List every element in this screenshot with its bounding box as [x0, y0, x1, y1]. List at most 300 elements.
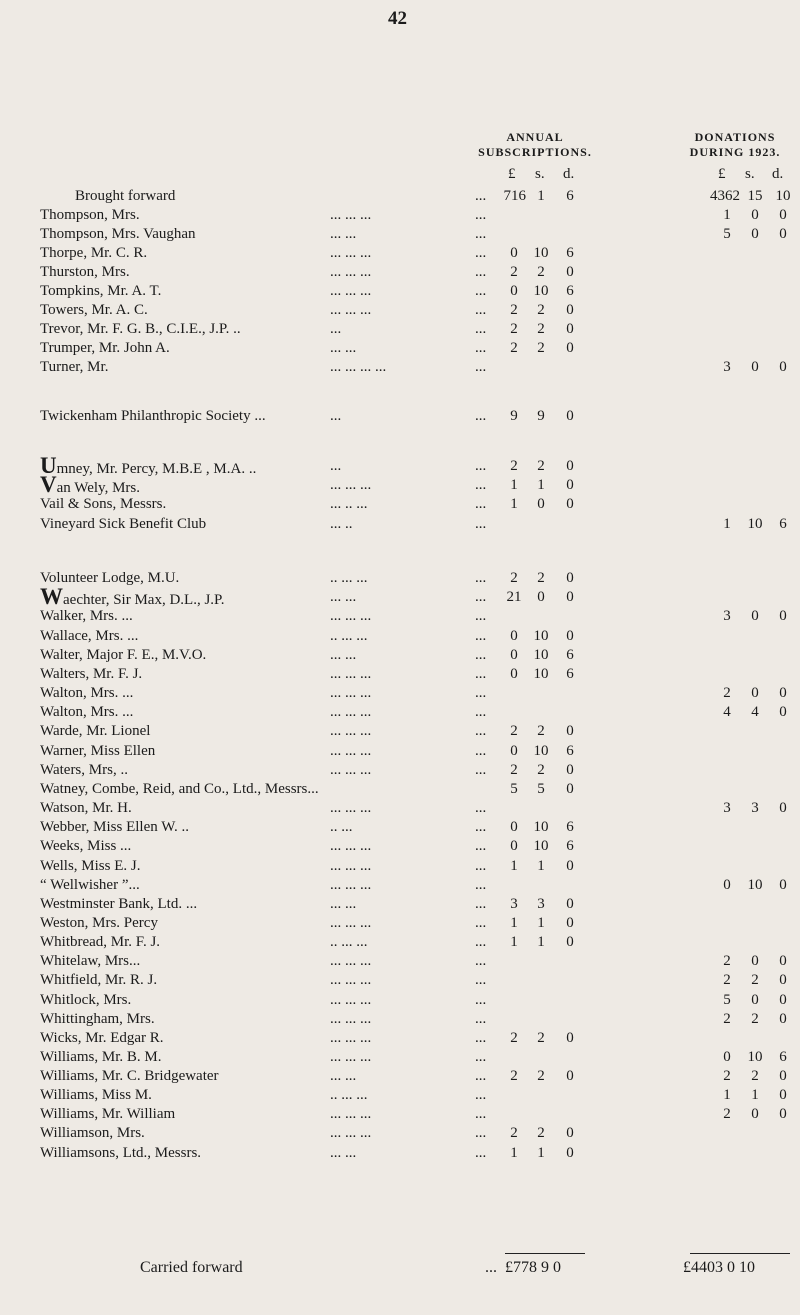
leader-dots: ... ... ...: [330, 762, 372, 778]
sub-pence: 0: [566, 408, 574, 424]
contributor-name: “ Wellwisher ”...: [40, 877, 140, 893]
sub-pence: 0: [566, 1125, 574, 1141]
sub-pence: 0: [566, 781, 574, 797]
don-pence: 0: [779, 226, 787, 242]
sub-shillings: 2: [537, 340, 545, 356]
sub-pounds: 1: [510, 477, 518, 493]
sub-pounds: 2: [510, 302, 518, 318]
contributor-name: Walker, Mrs. ...: [40, 608, 133, 624]
contributor-name: Thurston, Mrs.: [40, 264, 130, 280]
ledger-row: [0, 970, 800, 990]
contributor-name: Warde, Mr. Lionel: [40, 723, 151, 739]
contributor-name: Vail & Sons, Messrs.: [40, 496, 167, 512]
subscriptions-heading-line1: ANNUAL: [506, 130, 564, 144]
leader-dots: ... ... ...: [330, 302, 372, 318]
leader-dots: ... ... ...: [330, 666, 372, 682]
leader-dots-end: ...: [475, 283, 487, 299]
donations-total: £4403 0 10: [683, 1259, 755, 1276]
ledger-row: [0, 798, 800, 818]
don-pounds: 2: [723, 953, 731, 969]
leader-dots: ... ...: [330, 1068, 357, 1084]
shillings-unit-sub: s.: [535, 166, 545, 182]
contributor-name: Wallace, Mrs. ...: [40, 628, 139, 644]
leader-dots-end: ...: [475, 1011, 487, 1027]
don-pounds: 5: [723, 992, 731, 1008]
contributor-name-rest: aechter, Sir Max, D.L., J.P.: [63, 592, 225, 608]
contributor-name-rest: mney, Mr. Percy, M.B.E , M.A. ..: [56, 461, 257, 477]
ledger-row: [0, 472, 800, 497]
ledger-row: [0, 494, 800, 514]
leader-dots: .. ... ...: [330, 934, 368, 950]
don-pence: 10: [775, 188, 791, 204]
leader-dots-end: ...: [475, 934, 487, 950]
leader-dots-end: ...: [475, 896, 487, 912]
ledger-row: [0, 645, 800, 665]
sub-pounds: 2: [510, 1125, 518, 1141]
contributor-name: Turner, Mr.: [40, 359, 109, 375]
sub-pounds: 1: [510, 1145, 518, 1161]
leader-dots: .. ... ...: [330, 628, 368, 644]
leader-dots: ... ... ...: [330, 953, 372, 969]
contributor-name: Whitfield, Mr. R. J.: [40, 972, 158, 988]
sub-shillings: 2: [537, 264, 545, 280]
don-pence: 6: [779, 516, 787, 532]
sub-pounds: 1: [510, 858, 518, 874]
ledger-row: [0, 584, 800, 609]
carried-forward-label: Carried forward: [140, 1259, 243, 1276]
sub-shillings: 0: [537, 496, 545, 512]
sub-pounds: 0: [510, 819, 518, 835]
ledger-row: [0, 932, 800, 952]
leader-dots-end: ...: [475, 1030, 487, 1046]
leader-dots: ... ...: [330, 226, 357, 242]
sub-shillings: 1: [537, 1145, 545, 1161]
don-shillings: 2: [751, 1011, 759, 1027]
leader-dots: ... ... ...: [330, 1049, 372, 1065]
donations-total-rule: [690, 1253, 790, 1254]
contributor-name-initial: V: [40, 472, 57, 497]
ledger-row: [0, 856, 800, 876]
sub-shillings: 1: [537, 188, 545, 204]
sub-shillings: 0: [537, 589, 545, 605]
contributor-name: Wicks, Mr. Edgar R.: [40, 1030, 164, 1046]
sub-shillings: 1: [537, 858, 545, 874]
contributor-name: Thompson, Mrs.: [40, 207, 140, 223]
don-shillings: 2: [751, 972, 759, 988]
don-shillings: 3: [751, 800, 759, 816]
leader-dots-end: ...: [475, 1106, 487, 1122]
sub-pence: 0: [566, 458, 574, 474]
leader-dots: ... ... ...: [330, 283, 372, 299]
don-pounds: 1: [723, 1087, 731, 1103]
sub-pounds: 0: [510, 838, 518, 854]
ledger-row: [0, 243, 800, 263]
leader-dots-end: ...: [475, 1125, 487, 1141]
leader-dots: ... ...: [330, 340, 357, 356]
sub-pounds: 9: [510, 408, 518, 424]
don-pence: 0: [779, 608, 787, 624]
pounds-unit-sub: £: [508, 166, 516, 182]
sub-pence: 6: [566, 188, 574, 204]
leader-dots-end: ...: [475, 408, 487, 424]
ledger-row: [0, 1009, 800, 1029]
contributor-name: Waters, Mrs, ..: [40, 762, 128, 778]
leader-dots-end: ...: [475, 819, 487, 835]
don-pence: 0: [779, 972, 787, 988]
carried-forward-row: [0, 1256, 800, 1280]
don-pence: 0: [779, 207, 787, 223]
sub-pounds: 2: [510, 762, 518, 778]
contributor-name: Walters, Mr. F. J.: [40, 666, 143, 682]
sub-pounds: 2: [510, 340, 518, 356]
don-shillings: 1: [751, 1087, 759, 1103]
leader-dots-end: ...: [475, 800, 487, 816]
ledger-row: [0, 262, 800, 282]
don-shillings: 2: [751, 1068, 759, 1084]
sub-pounds: 2: [510, 1030, 518, 1046]
sub-pounds: 2: [510, 723, 518, 739]
sub-pounds: 0: [510, 245, 518, 261]
ledger-row: [0, 875, 800, 895]
leader-dots-end: ...: [475, 666, 487, 682]
sub-pounds: 2: [510, 458, 518, 474]
leader-dots: ... .. ...: [330, 496, 368, 512]
sub-pence: 0: [566, 264, 574, 280]
leader-dots-end: ...: [475, 723, 487, 739]
ledger-row: [0, 817, 800, 837]
sub-shillings: 2: [537, 762, 545, 778]
don-pence: 0: [779, 953, 787, 969]
sub-pence: 0: [566, 340, 574, 356]
sub-pounds: 1: [510, 934, 518, 950]
contributor-name: Williams, Mr. C. Bridgewater: [40, 1068, 219, 1084]
sub-pence: 0: [566, 1030, 574, 1046]
sub-shillings: 10: [533, 647, 549, 663]
contributor-name: Walter, Major F. E., M.V.O.: [40, 647, 207, 663]
don-shillings: 0: [751, 359, 759, 375]
don-shillings: 0: [751, 992, 759, 1008]
leader-dots: .. ...: [330, 819, 353, 835]
sub-shillings: 2: [537, 1068, 545, 1084]
leader-dots: ...: [330, 321, 342, 337]
contributor-name: Whittingham, Mrs.: [40, 1011, 155, 1027]
leader-dots: ... ... ... ...: [330, 359, 387, 375]
sub-pence: 0: [566, 628, 574, 644]
don-pounds: 0: [723, 877, 731, 893]
sub-pence: 6: [566, 666, 574, 682]
leader-dots: ... ... ...: [330, 264, 372, 280]
sub-pounds: 716: [503, 188, 526, 204]
contributor-name: Williamsons, Ltd., Messrs.: [40, 1145, 202, 1161]
ledger-row: [0, 951, 800, 971]
ledger-row: [0, 664, 800, 684]
ledger-row: [0, 406, 800, 426]
leader-dots-end: ...: [475, 1068, 487, 1084]
don-shillings: 0: [751, 207, 759, 223]
sub-pence: 0: [566, 896, 574, 912]
leader-dots: ... ... ...: [330, 972, 372, 988]
contributor-name: Towers, Mr. A. C.: [40, 302, 148, 318]
ledger-row: [0, 683, 800, 703]
sub-pence: 0: [566, 723, 574, 739]
pounds-unit-don: £: [718, 166, 726, 182]
ledger-row: [0, 1028, 800, 1048]
leader-dots: ... ...: [330, 589, 357, 605]
don-shillings: 0: [751, 1106, 759, 1122]
don-shillings: 4: [751, 704, 759, 720]
contributor-name: Williams, Miss M.: [40, 1087, 152, 1103]
brought-forward-label: Brought forward: [75, 188, 176, 204]
leader-dots-end: ...: [475, 302, 487, 318]
sub-pence: 0: [566, 321, 574, 337]
leader-dots-end: ...: [475, 264, 487, 280]
ledger-row: [0, 626, 800, 646]
subscriptions-heading-line2: SUBSCRIPTIONS.: [478, 145, 592, 159]
sub-pounds: 0: [510, 666, 518, 682]
ledger-row: [0, 760, 800, 780]
sub-shillings: 3: [537, 896, 545, 912]
carried-forward-dots: ...: [485, 1259, 497, 1276]
don-pounds: 5: [723, 226, 731, 242]
don-shillings: 10: [747, 877, 763, 893]
ledger-row: [0, 1143, 800, 1163]
don-pence: 0: [779, 877, 787, 893]
ledger-row: [0, 1085, 800, 1105]
sub-shillings: 2: [537, 1030, 545, 1046]
sub-pounds: 5: [510, 781, 518, 797]
contributor-name: Weeks, Miss ...: [40, 838, 132, 854]
contributor-name: Williamson, Mrs.: [40, 1125, 145, 1141]
leader-dots-end: ...: [475, 207, 487, 223]
sub-pence: 0: [566, 496, 574, 512]
contributor-name: Williams, Mr. B. M.: [40, 1049, 162, 1065]
don-pence: 0: [779, 1087, 787, 1103]
leader-dots: ... ... ...: [330, 800, 372, 816]
contributor-name-initial: U: [40, 453, 57, 478]
contributor-name: Watney, Combe, Reid, and Co., Ltd., Messrs...: [40, 781, 319, 797]
sub-shillings: 2: [537, 458, 545, 474]
leader-dots: .. ... ...: [330, 1087, 368, 1103]
leader-dots-end: ...: [475, 877, 487, 893]
leader-dots-end: ...: [475, 321, 487, 337]
leader-dots-end: ...: [475, 953, 487, 969]
leader-dots-end: ...: [475, 340, 487, 356]
sub-pounds: 0: [510, 743, 518, 759]
leader-dots: ... ... ...: [330, 245, 372, 261]
sub-shillings: 10: [533, 283, 549, 299]
ledger-row: [0, 990, 800, 1010]
leader-dots: ... ...: [330, 1145, 357, 1161]
ledger-row: [0, 453, 800, 478]
brought-forward-row: [0, 186, 800, 206]
sub-pounds: 21: [506, 589, 522, 605]
sub-pounds: 0: [510, 283, 518, 299]
contributor-name: Twickenham Philanthropic Society ...: [40, 408, 266, 424]
leader-dots-end: ...: [475, 226, 487, 242]
don-pounds: 2: [723, 685, 731, 701]
don-shillings: 0: [751, 226, 759, 242]
don-pounds: 4: [723, 704, 731, 720]
sub-shillings: 10: [533, 628, 549, 644]
leader-dots-end: ...: [475, 628, 487, 644]
don-shillings: 15: [747, 188, 763, 204]
don-pounds: 3: [723, 608, 731, 624]
leader-dots-end: ...: [475, 245, 487, 261]
sub-shillings: 10: [533, 819, 549, 835]
contributor-name: Whitlock, Mrs.: [40, 992, 132, 1008]
leader-dots-end: ...: [475, 458, 487, 474]
sub-shillings: 2: [537, 723, 545, 739]
don-pence: 0: [779, 800, 787, 816]
don-pence: 0: [779, 992, 787, 1008]
don-pence: 0: [779, 1011, 787, 1027]
leader-dots-end: ...: [475, 762, 487, 778]
leader-dots: ... ... ...: [330, 915, 372, 931]
ledger-row: [0, 913, 800, 933]
contributor-name: Trevor, Mr. F. G. B., C.I.E., J.P. ..: [40, 321, 241, 337]
don-shillings: 10: [747, 1049, 763, 1065]
leader-dots-end: ...: [475, 1049, 487, 1065]
leader-dots: ... ... ...: [330, 1030, 372, 1046]
leader-dots-end: ...: [475, 972, 487, 988]
ledger-row: [0, 836, 800, 856]
don-pounds: 2: [723, 1011, 731, 1027]
sub-shillings: 1: [537, 934, 545, 950]
don-pounds: 1: [723, 207, 731, 223]
sub-pounds: 2: [510, 570, 518, 586]
leader-dots-end: ...: [475, 915, 487, 931]
sub-pounds: 2: [510, 321, 518, 337]
sub-pounds: 2: [510, 264, 518, 280]
contributor-name: Thorpe, Mr. C. R.: [40, 245, 148, 261]
page-number: 42: [388, 8, 407, 29]
brought-forward-dots: ...: [475, 188, 487, 204]
leader-dots-end: ...: [475, 992, 487, 1008]
contributor-name: Walton, Mrs. ...: [40, 685, 134, 701]
sub-shillings: 2: [537, 302, 545, 318]
sub-pence: 6: [566, 819, 574, 835]
sub-pence: 6: [566, 283, 574, 299]
sub-pence: 0: [566, 915, 574, 931]
leader-dots-end: ...: [475, 858, 487, 874]
leader-dots-end: ...: [475, 516, 487, 532]
leader-dots: .. ... ...: [330, 570, 368, 586]
leader-dots: ... ..: [330, 516, 353, 532]
subscriptions-column-heading: [470, 130, 600, 160]
sub-shillings: 10: [533, 838, 549, 854]
donations-heading-line1: DONATIONS: [694, 130, 776, 144]
leader-dots: ... ...: [330, 896, 357, 912]
sub-pounds: 1: [510, 496, 518, 512]
don-pence: 0: [779, 685, 787, 701]
sub-shillings: 1: [537, 915, 545, 931]
leader-dots: ... ... ...: [330, 685, 372, 701]
leader-dots-end: ...: [475, 838, 487, 854]
ledger-row: [0, 357, 800, 377]
pence-unit-sub: d.: [563, 166, 575, 182]
don-pounds: 3: [723, 359, 731, 375]
ledger-row: [0, 300, 800, 320]
leader-dots: ... ... ...: [330, 1125, 372, 1141]
sub-pounds: 1: [510, 915, 518, 931]
sub-pence: 6: [566, 838, 574, 854]
ledger-row: [0, 741, 800, 761]
sub-shillings: 10: [533, 666, 549, 682]
leader-dots: ... ... ...: [330, 743, 372, 759]
contributor-name: Whitelaw, Mrs...: [40, 953, 141, 969]
contributor-name: Williams, Mr. William: [40, 1106, 176, 1122]
ledger-row: [0, 205, 800, 225]
leader-dots: ... ... ...: [330, 877, 372, 893]
leader-dots-end: ...: [475, 477, 487, 493]
don-shillings: 0: [751, 953, 759, 969]
sub-pence: 6: [566, 743, 574, 759]
sub-pence: 0: [566, 934, 574, 950]
sub-pence: 0: [566, 477, 574, 493]
contributor-name: Whitbread, Mr. F. J.: [40, 934, 161, 950]
sub-pence: 0: [566, 570, 574, 586]
sub-pence: 0: [566, 858, 574, 874]
leader-dots: ... ... ...: [330, 858, 372, 874]
donations-column-heading: [680, 130, 790, 160]
don-pounds: 2: [723, 1068, 731, 1084]
contributor-name: Vineyard Sick Benefit Club: [40, 516, 207, 532]
leader-dots: ... ...: [330, 647, 357, 663]
don-shillings: 0: [751, 685, 759, 701]
contributor-name: Weston, Mrs. Percy: [40, 915, 158, 931]
don-pounds: 2: [723, 1106, 731, 1122]
don-pence: 6: [779, 1049, 787, 1065]
leader-dots: ... ... ...: [330, 608, 372, 624]
don-pence: 0: [779, 704, 787, 720]
contributor-name: Warner, Miss Ellen: [40, 743, 156, 759]
sub-shillings: 1: [537, 477, 545, 493]
don-pounds: 3: [723, 800, 731, 816]
leader-dots: ... ... ...: [330, 723, 372, 739]
ledger-row: [0, 1123, 800, 1143]
subscriptions-total: £778 9 0: [505, 1259, 561, 1276]
leader-dots-end: ...: [475, 608, 487, 624]
ledger-row: [0, 1047, 800, 1067]
subscriptions-total-rule: [505, 1253, 585, 1254]
leader-dots: ... ... ...: [330, 477, 372, 493]
leader-dots-end: ...: [475, 685, 487, 701]
contributor-name: Walton, Mrs. ...: [40, 704, 134, 720]
sub-pence: 0: [566, 762, 574, 778]
leader-dots-end: ...: [475, 1087, 487, 1103]
sub-pence: 0: [566, 589, 574, 605]
contributor-name: Thompson, Mrs. Vaughan: [40, 226, 196, 242]
leader-dots-end: ...: [475, 743, 487, 759]
sub-shillings: 2: [537, 1125, 545, 1141]
ledger-row: [0, 606, 800, 626]
ledger-row: [0, 1066, 800, 1086]
leader-dots-end: ...: [475, 359, 487, 375]
leader-dots: ... ... ...: [330, 1011, 372, 1027]
pence-unit-don: d.: [772, 166, 784, 182]
ledger-row: [0, 721, 800, 741]
contributor-name: Westminster Bank, Ltd. ...: [40, 896, 198, 912]
donations-heading-line2: DURING 1923.: [689, 145, 781, 159]
sub-shillings: 9: [537, 408, 545, 424]
leader-dots: ... ... ...: [330, 207, 372, 223]
leader-dots-end: ...: [475, 496, 487, 512]
sub-shillings: 5: [537, 781, 545, 797]
leader-dots: ... ... ...: [330, 992, 372, 1008]
ledger-row: [0, 779, 800, 799]
leader-dots: ...: [330, 458, 342, 474]
ledger-row: [0, 702, 800, 722]
